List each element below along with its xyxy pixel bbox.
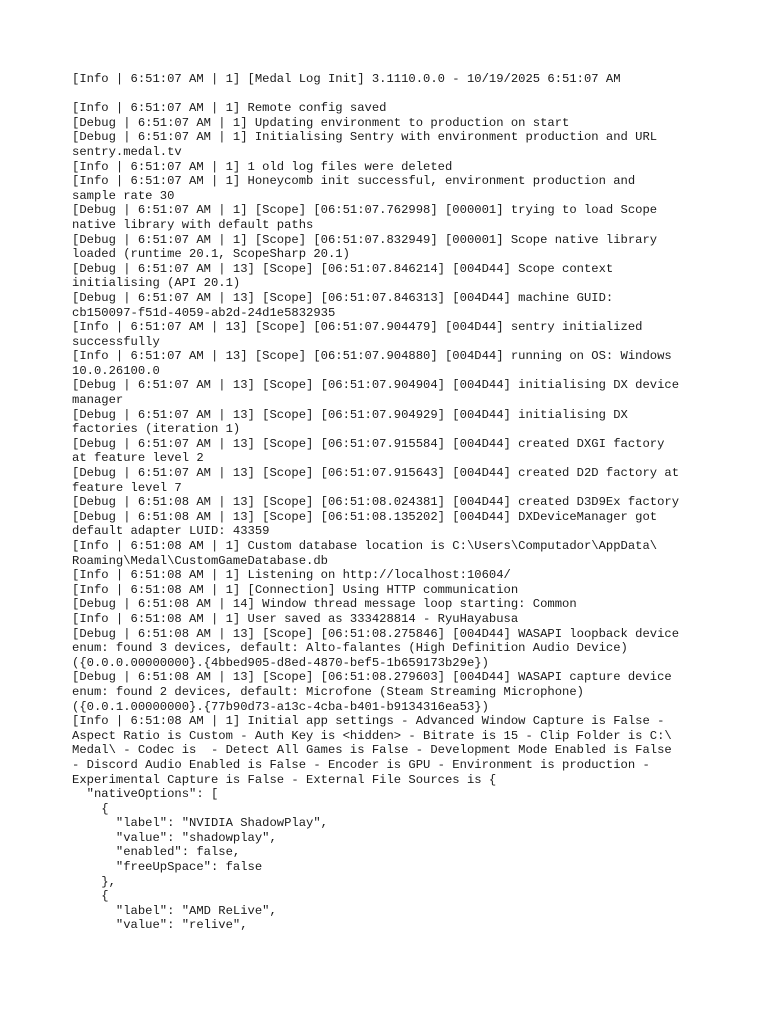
log-line: [Debug | 6:51:07 AM | 13] [Scope] [06:51:07.904929] [004D44] initialising DX [72, 407, 628, 422]
log-line: [Info | 6:51:07 AM | 1] 1 old log files were deleted [72, 159, 453, 174]
log-line: [Debug | 6:51:07 AM | 13] [Scope] [06:51:07.915584] [004D44] created DXGI factory [72, 436, 665, 451]
log-line: Experimental Capture is False - External File Sources is { [72, 772, 497, 787]
log-line: [Debug | 6:51:08 AM | 13] [Scope] [06:51:08.275846] [004D44] WASAPI loopback device [72, 626, 680, 641]
log-line: [Debug | 6:51:07 AM | 13] [Scope] [06:51:07.904904] [004D44] initialising DX device [72, 378, 680, 393]
log-line: "label": "AMD ReLive", [72, 903, 277, 918]
log-line: ({0.0.1.00000000}.{77b90d73-a13c-4cba-b401-b9134316ea53}) [72, 699, 489, 714]
log-line: "nativeOptions": [ [72, 787, 219, 802]
log-line: [Debug | 6:51:07 AM | 1] [Scope] [06:51:07.832949] [000001] Scope native library [72, 232, 658, 247]
log-line: [Info | 6:51:07 AM | 13] [Scope] [06:51:07.904880] [004D44] running on OS: Windows [72, 349, 672, 364]
log-line: native library with default paths [72, 217, 314, 232]
log-line: "value": "shadowplay", [72, 830, 277, 845]
log-line: [Debug | 6:51:07 AM | 13] [Scope] [06:51:07.915643] [004D44] created D2D factory at [72, 466, 680, 481]
log-line: successfully [72, 334, 160, 349]
log-line: }, [72, 874, 116, 889]
log-line: [Info | 6:51:08 AM | 1] Custom database location is C:\Users\Computador\AppData\ [72, 539, 658, 553]
log-line: { [72, 801, 109, 816]
log-line: loaded (runtime 20.1, ScopeSharp 20.1) [72, 247, 350, 262]
log-line: [Info | 6:51:08 AM | 1] User saved as 333428814 - RyuHayabusa [72, 611, 519, 626]
log-line: factories (iteration 1) [72, 422, 241, 437]
log-line: [Debug | 6:51:08 AM | 13] [Scope] [06:51:08.135202] [004D44] DXDeviceManager got [72, 509, 658, 524]
log-line: sentry.medal.tv [72, 144, 182, 159]
log-line: [Debug | 6:51:08 AM | 14] Window thread message loop starting: Common [72, 597, 577, 612]
log-line: "enabled": false, [72, 845, 241, 860]
log-line: [Info | 6:51:08 AM | 1] Initial app settings - Advanced Window Capture is False - [72, 714, 665, 729]
log-line: "label": "NVIDIA ShadowPlay", [72, 816, 328, 831]
log-line: [Debug | 6:51:07 AM | 1] Updating environment to production on start [72, 115, 570, 130]
log-line: Aspect Ratio is Custom - Auth Key is <hidden> - Bitrate is 15 - Clip Folder is C:\ [72, 728, 672, 743]
log-line: Roaming\Medal\CustomGameDatabase.db [72, 553, 328, 568]
log-line: ({0.0.0.00000000}.{4bbed905-d8ed-4870-bef5-1b659173b29e}) [72, 655, 489, 670]
log-line: at feature level 2 [72, 451, 204, 466]
log-line: [Info | 6:51:07 AM | 1] Honeycomb init successful, environment production and [72, 174, 636, 189]
log-line [72, 87, 702, 102]
log-line: sample rate 30 [72, 188, 175, 203]
log-line: "value": "relive", [72, 918, 248, 933]
log-line: [Info | 6:51:07 AM | 1] [Medal Log Init] 3.1110.0.0 - 10/19/2025 6:51:07 AM [72, 72, 621, 86]
log-line: cb150097-f51d-4059-ab2d-24d1e5832935 [72, 305, 336, 320]
log-line: [Debug | 6:51:07 AM | 13] [Scope] [06:51:07.846214] [004D44] Scope context [72, 261, 614, 276]
log-line: 10.0.26100.0 [72, 363, 160, 378]
log-line: [Info | 6:51:07 AM | 1] Remote config saved [72, 101, 387, 116]
log-line: [Debug | 6:51:08 AM | 13] [Scope] [06:51:08.279603] [004D44] WASAPI capture device [72, 670, 672, 685]
log-line: "freeUpSpace": false [72, 860, 263, 875]
log-line: - Discord Audio Enabled is False - Encoder is GPU - Environment is production - [72, 757, 650, 772]
log-text [72, 72, 702, 933]
log-line: [Info | 6:51:08 AM | 1] [Connection] Using HTTP communication [72, 582, 519, 597]
log-line: [Debug | 6:51:07 AM | 1] Initialising Sentry with environment production and URL [72, 130, 658, 145]
log-line: initialising (API 20.1) [72, 276, 241, 291]
log-line: [Debug | 6:51:07 AM | 13] [Scope] [06:51:07.846313] [004D44] machine GUID: [72, 290, 614, 305]
log-line: enum: found 3 devices, default: Alto-falantes (High Definition Audio Device) [72, 641, 628, 656]
log-line: [Info | 6:51:08 AM | 1] Listening on http://localhost:10604/ [72, 568, 511, 583]
log-line: default adapter LUID: 43359 [72, 524, 270, 539]
log-line: { [72, 889, 109, 904]
log-line: [Info | 6:51:07 AM | 13] [Scope] [06:51:07.904479] [004D44] sentry initialized [72, 320, 643, 335]
log-line: manager [72, 393, 124, 408]
log-line: feature level 7 [72, 480, 182, 495]
log-line: [Debug | 6:51:08 AM | 13] [Scope] [06:51:08.024381] [004D44] created D3D9Ex factory [72, 495, 680, 510]
log-line: Medal\ - Codec is - Detect All Games is False - Development Mode Enabled is False [72, 743, 672, 758]
log-line: enum: found 2 devices, default: Microfone (Steam Streaming Microphone) [72, 684, 584, 699]
log-line: [Debug | 6:51:07 AM | 1] [Scope] [06:51:07.762998] [000001] trying to load Scope [72, 203, 658, 218]
